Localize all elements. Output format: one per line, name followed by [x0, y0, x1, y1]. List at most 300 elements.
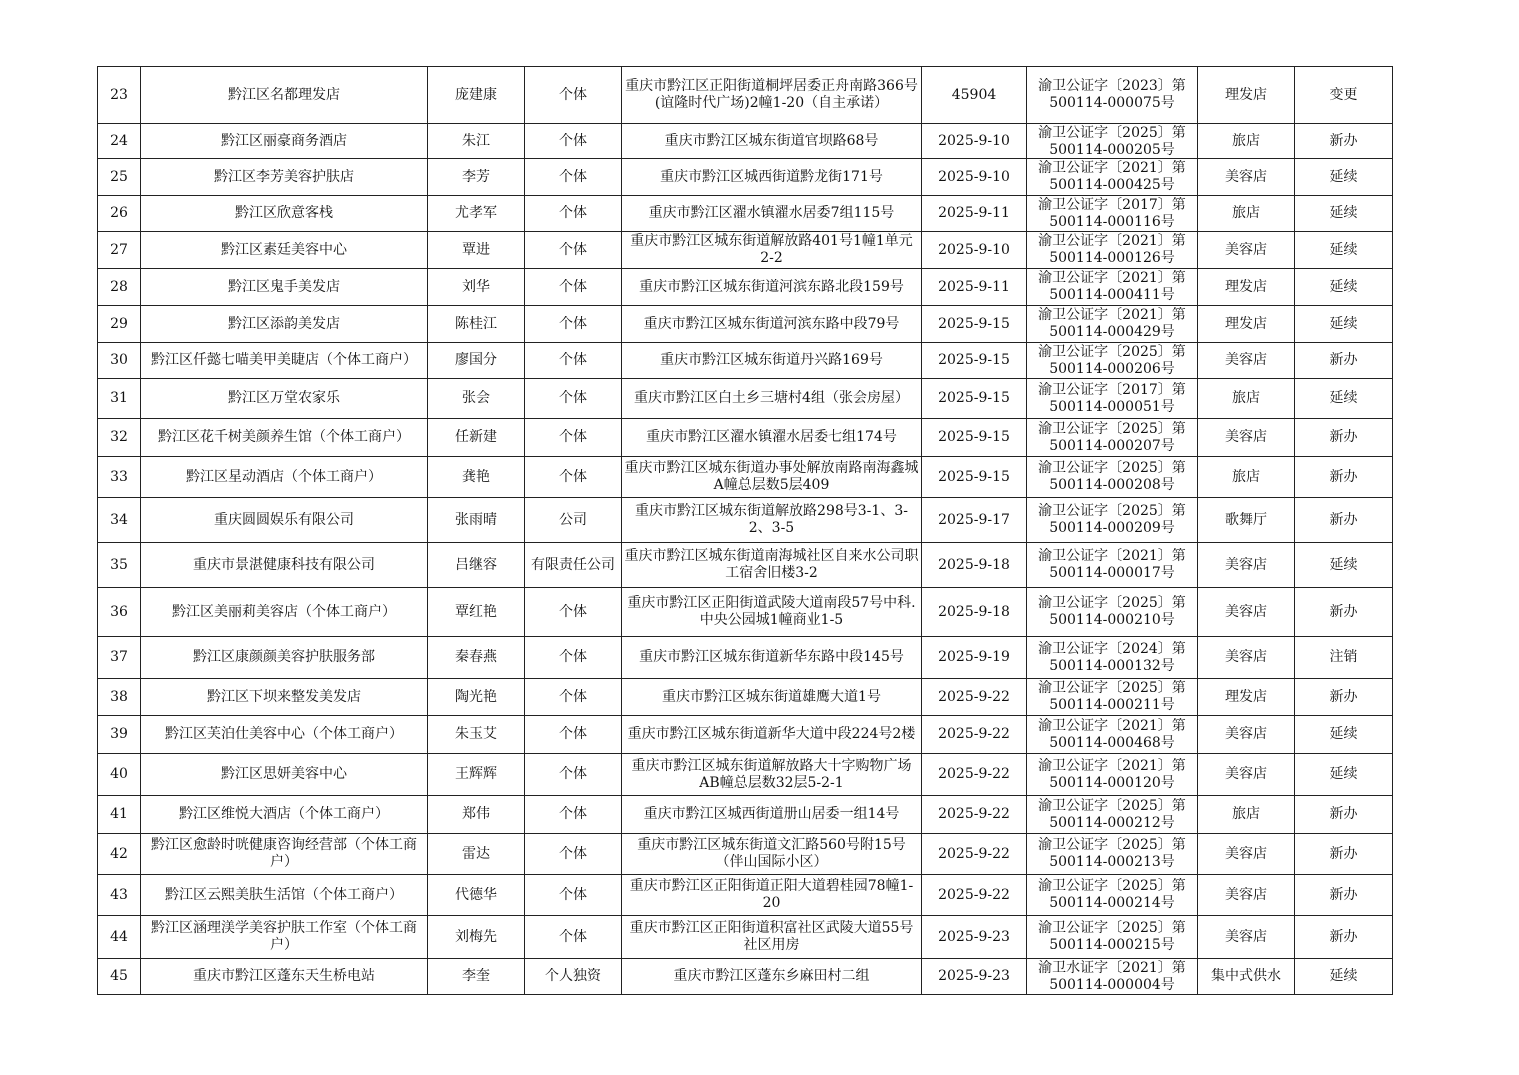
cell-category-text: 理发店	[1225, 278, 1267, 295]
table-row	[98, 916, 1393, 959]
cell-action	[1295, 269, 1393, 306]
cell-type	[525, 716, 622, 754]
cell-no-text: 24	[110, 132, 128, 149]
cell-category	[1198, 916, 1295, 959]
cell-category-text: 旅店	[1232, 806, 1260, 822]
cell-license	[1027, 754, 1198, 796]
cell-action	[1295, 637, 1393, 679]
cell-address-text: 重庆市黔江区正阳街道桐坪居委正舟南路366号(谊隆时代广场)2幢1-20（自主承诺）	[625, 78, 918, 111]
cell-no	[98, 498, 141, 543]
cell-name-text: 黔江区丽豪商务酒店	[221, 132, 347, 149]
cell-action-text: 延续	[1329, 168, 1358, 185]
cell-category	[1198, 588, 1295, 637]
cell-address	[622, 343, 922, 379]
cell-type-text: 个体	[559, 168, 587, 185]
cell-action-text: 变更	[1329, 86, 1358, 103]
cell-type-text: 个体	[559, 603, 587, 620]
cell-action-text: 新办	[1329, 352, 1358, 368]
cell-date	[922, 159, 1027, 196]
cell-type	[525, 419, 622, 457]
cell-license	[1027, 457, 1198, 498]
cell-type	[525, 379, 622, 419]
cell-date	[922, 716, 1027, 754]
cell-license-text: 渝卫公证字〔2024〕第500114-000132号	[1038, 640, 1186, 674]
cell-person	[428, 343, 525, 379]
cell-address	[622, 124, 922, 159]
cell-person	[428, 716, 525, 754]
cell-address-text: 重庆市黔江区城东街道办事处解放南路南海鑫城A幢总层数5层409	[624, 460, 919, 493]
cell-person	[428, 306, 525, 343]
cell-action-text: 新办	[1329, 886, 1358, 903]
cell-type	[525, 67, 622, 124]
cell-action	[1295, 306, 1393, 343]
cell-no	[98, 588, 141, 637]
cell-no	[98, 875, 141, 916]
cell-name	[141, 754, 428, 796]
cell-date-text: 2025-9-23	[938, 928, 1010, 945]
table-row	[98, 796, 1393, 834]
cell-no	[98, 796, 141, 834]
cell-no-text: 36	[110, 603, 128, 620]
cell-type-text: 个体	[559, 315, 587, 332]
cell-no-text: 44	[110, 928, 128, 945]
cell-license-text: 渝卫公证字〔2025〕第500114-000205号	[1038, 124, 1186, 158]
cell-type	[525, 754, 622, 796]
cell-person-text: 庞建康	[455, 86, 497, 103]
cell-action	[1295, 498, 1393, 543]
cell-action	[1295, 543, 1393, 588]
cell-type-text: 个体	[559, 278, 587, 295]
cell-category-text: 美容店	[1225, 726, 1267, 742]
cell-category-text: 美容店	[1225, 766, 1267, 782]
cell-address-text: 重庆市黔江区城东街道解放路298号3-1、3-2、3-5	[635, 503, 908, 536]
cell-action-text: 新办	[1329, 511, 1358, 528]
cell-person	[428, 796, 525, 834]
cell-person	[428, 196, 525, 232]
cell-no	[98, 269, 141, 306]
cell-category	[1198, 543, 1295, 588]
cell-person	[428, 269, 525, 306]
cell-person-text: 刘华	[462, 278, 490, 295]
cell-action-text: 延续	[1329, 278, 1358, 295]
cell-license-text: 渝卫公证字〔2017〕第500114-000116号	[1038, 196, 1186, 230]
cell-no-text: 34	[110, 511, 128, 528]
cell-no-text: 38	[110, 688, 128, 705]
cell-name-text: 重庆圆圆娱乐有限公司	[214, 511, 354, 528]
cell-type-text: 个体	[559, 688, 587, 705]
table-row	[98, 124, 1393, 159]
cell-license-text: 渝卫公证字〔2021〕第500114-000468号	[1038, 717, 1186, 751]
cell-category	[1198, 419, 1295, 457]
cell-type-text: 个体	[559, 241, 587, 258]
cell-action	[1295, 679, 1393, 716]
cell-type-text: 个体	[559, 468, 587, 485]
cell-action-text: 延续	[1329, 241, 1358, 258]
cell-type	[525, 457, 622, 498]
cell-no	[98, 543, 141, 588]
cell-date	[922, 796, 1027, 834]
cell-license-text: 渝卫公证字〔2025〕第500114-000207号	[1038, 420, 1186, 454]
cell-action-text: 延续	[1329, 205, 1358, 221]
cell-no	[98, 67, 141, 124]
cell-type-text: 个体	[559, 845, 587, 862]
cell-category-text: 理发店	[1225, 688, 1267, 705]
cell-no-text: 35	[110, 556, 128, 573]
cell-no-text: 42	[110, 845, 128, 862]
cell-date-text: 2025-9-17	[938, 511, 1010, 528]
cell-action-text: 新办	[1329, 928, 1358, 945]
cell-address-text: 重庆市黔江区城东街道南海城社区自来水公司职工宿舍旧楼3-2	[624, 548, 919, 581]
cell-person-text: 刘梅先	[455, 928, 497, 945]
cell-type-text: 个体	[559, 429, 587, 445]
cell-person	[428, 754, 525, 796]
cell-license	[1027, 588, 1198, 637]
cell-category	[1198, 754, 1295, 796]
cell-license	[1027, 196, 1198, 232]
cell-action-text: 延续	[1329, 315, 1358, 332]
cell-date	[922, 637, 1027, 679]
cell-person	[428, 959, 525, 995]
cell-person-text: 尤孝军	[455, 205, 497, 221]
cell-category-text: 美容店	[1225, 352, 1267, 368]
cell-name-text: 黔江区康颜颜美容护肤服务部	[193, 649, 375, 665]
cell-person-text: 张雨晴	[455, 511, 497, 528]
cell-license-text: 渝卫公证字〔2025〕第500114-000213号	[1038, 837, 1186, 870]
table-row	[98, 196, 1393, 232]
cell-person-text: 代德华	[455, 886, 497, 903]
cell-action	[1295, 716, 1393, 754]
cell-category-text: 美容店	[1225, 886, 1267, 903]
cell-type-text: 有限责任公司	[531, 556, 615, 573]
cell-date	[922, 916, 1027, 959]
cell-date-text: 2025-9-10	[938, 132, 1010, 149]
cell-category	[1198, 124, 1295, 159]
cell-no-text: 27	[110, 241, 128, 258]
cell-action	[1295, 379, 1393, 419]
cell-address	[622, 679, 922, 716]
cell-category	[1198, 67, 1295, 124]
cell-name	[141, 875, 428, 916]
cell-action	[1295, 796, 1393, 834]
cell-person-text: 廖国分	[455, 352, 497, 368]
table-row	[98, 588, 1393, 637]
table-row	[98, 834, 1393, 875]
cell-no-text: 33	[110, 468, 128, 485]
cell-type	[525, 196, 622, 232]
cell-type	[525, 834, 622, 875]
cell-name-text: 黔江区万堂农家乐	[228, 390, 340, 406]
cell-no	[98, 716, 141, 754]
cell-person	[428, 159, 525, 196]
cell-person-text: 李芳	[462, 168, 490, 185]
cell-person-text: 张会	[462, 390, 490, 406]
cell-date	[922, 498, 1027, 543]
cell-license	[1027, 834, 1198, 875]
cell-category-text: 美容店	[1225, 649, 1267, 665]
cell-license-text: 渝卫公证字〔2021〕第500114-000429号	[1038, 307, 1186, 340]
cell-license-text: 渝卫公证字〔2021〕第500114-000120号	[1038, 757, 1186, 791]
cell-no	[98, 457, 141, 498]
cell-license	[1027, 637, 1198, 679]
cell-name	[141, 834, 428, 875]
table-row	[98, 679, 1393, 716]
cell-type-text: 个体	[559, 390, 587, 406]
cell-address	[622, 196, 922, 232]
cell-license	[1027, 159, 1198, 196]
cell-person-text: 任新建	[455, 429, 497, 445]
cell-person	[428, 67, 525, 124]
cell-category	[1198, 498, 1295, 543]
cell-action	[1295, 159, 1393, 196]
cell-address	[622, 875, 922, 916]
cell-name-text: 黔江区鬼手美发店	[228, 278, 340, 295]
cell-person	[428, 498, 525, 543]
cell-address-text: 重庆市黔江区城东街道河滨东路中段79号	[643, 315, 900, 332]
cell-address	[622, 232, 922, 269]
cell-person	[428, 232, 525, 269]
cell-date	[922, 124, 1027, 159]
cell-action-text: 新办	[1329, 603, 1358, 620]
cell-license-text: 渝卫公证字〔2017〕第500114-000051号	[1038, 381, 1186, 415]
cell-license-text: 渝卫公证字〔2025〕第500114-000208号	[1038, 460, 1186, 493]
cell-action	[1295, 875, 1393, 916]
cell-date-text: 2025-9-22	[938, 806, 1010, 822]
cell-license-text: 渝卫公证字〔2023〕第500114-000075号	[1038, 78, 1186, 111]
cell-type-text: 个体	[559, 928, 587, 945]
cell-no-text: 39	[110, 726, 128, 742]
cell-person	[428, 875, 525, 916]
permit-table-container	[97, 66, 1393, 995]
cell-person	[428, 679, 525, 716]
cell-date	[922, 419, 1027, 457]
cell-name	[141, 232, 428, 269]
cell-action-text: 新办	[1329, 132, 1358, 149]
cell-name	[141, 679, 428, 716]
cell-action-text: 延续	[1329, 766, 1358, 782]
cell-license	[1027, 543, 1198, 588]
cell-type	[525, 796, 622, 834]
cell-type	[525, 306, 622, 343]
cell-action-text: 延续	[1329, 968, 1358, 984]
cell-name-text: 黔江区仟懿七喵美甲美睫店（个体工商户）	[151, 352, 417, 368]
cell-address-text: 重庆市黔江区濯水镇濯水居委7组115号	[648, 205, 895, 221]
cell-type-text: 个体	[559, 766, 587, 782]
cell-name-text: 重庆市黔江区蓬东天生桥电站	[193, 968, 375, 984]
cell-action	[1295, 754, 1393, 796]
cell-address	[622, 916, 922, 959]
cell-address	[622, 796, 922, 834]
cell-name-text: 黔江区思妍美容中心	[221, 766, 347, 782]
cell-license-text: 渝卫公证字〔2021〕第500114-000425号	[1038, 160, 1186, 193]
cell-date	[922, 754, 1027, 796]
cell-action-text: 新办	[1329, 845, 1358, 862]
cell-address	[622, 159, 922, 196]
table-row	[98, 498, 1393, 543]
cell-no	[98, 916, 141, 959]
cell-date-text: 2025-9-22	[938, 886, 1010, 903]
cell-no-text: 37	[110, 649, 128, 665]
cell-category-text: 美容店	[1225, 168, 1267, 185]
table-row	[98, 716, 1393, 754]
cell-license	[1027, 124, 1198, 159]
cell-action	[1295, 343, 1393, 379]
cell-date-text: 2025-9-15	[938, 315, 1010, 332]
cell-address	[622, 754, 922, 796]
cell-category	[1198, 343, 1295, 379]
cell-type	[525, 916, 622, 959]
cell-category-text: 旅店	[1232, 390, 1260, 406]
cell-address-text: 重庆市黔江区城东街道雄鹰大道1号	[662, 688, 881, 705]
table-row	[98, 543, 1393, 588]
cell-category-text: 理发店	[1225, 315, 1267, 332]
cell-date	[922, 543, 1027, 588]
cell-date-text: 2025-9-19	[938, 649, 1010, 665]
cell-address-text: 重庆市黔江区城东街道新华大道中段224号2楼	[627, 726, 916, 742]
cell-category-text: 美容店	[1225, 429, 1267, 445]
cell-person	[428, 457, 525, 498]
cell-address-text: 重庆市黔江区城东街道新华东路中段145号	[639, 649, 904, 665]
cell-address-text: 重庆市黔江区濯水镇濯水居委七组174号	[646, 429, 897, 445]
cell-date-text: 2025-9-15	[938, 429, 1010, 445]
cell-category	[1198, 679, 1295, 716]
cell-date-text: 2025-9-18	[938, 556, 1010, 573]
cell-category	[1198, 875, 1295, 916]
cell-category-text: 理发店	[1225, 86, 1267, 103]
cell-action	[1295, 196, 1393, 232]
cell-type	[525, 232, 622, 269]
cell-action-text: 新办	[1329, 688, 1358, 705]
cell-address	[622, 457, 922, 498]
cell-type	[525, 875, 622, 916]
cell-type-text: 个体	[559, 205, 587, 221]
cell-category	[1198, 232, 1295, 269]
cell-no-text: 32	[110, 429, 128, 445]
cell-name-text: 黔江区云熙美肤生活馆（个体工商户）	[165, 886, 403, 903]
cell-person-text: 王辉辉	[455, 766, 497, 782]
cell-name-text: 黔江区维悦大酒店（个体工商户）	[179, 806, 389, 822]
cell-license-text: 渝卫水证字〔2021〕第500114-000004号	[1038, 959, 1186, 993]
cell-address-text: 重庆市黔江区城东街道解放路大十字购物广场AB幢总层数32层5-2-1	[631, 757, 912, 791]
cell-no	[98, 232, 141, 269]
cell-category-text: 美容店	[1225, 928, 1267, 945]
cell-date-text: 45904	[951, 86, 997, 103]
cell-name-text: 黔江区星动酒店（个体工商户）	[186, 468, 382, 485]
cell-name	[141, 796, 428, 834]
cell-name-text: 黔江区花千树美颜养生馆（个体工商户）	[158, 429, 410, 445]
cell-address	[622, 588, 922, 637]
cell-person	[428, 637, 525, 679]
cell-address	[622, 543, 922, 588]
cell-date-text: 2025-9-11	[938, 278, 1010, 295]
table-row	[98, 637, 1393, 679]
cell-name	[141, 716, 428, 754]
cell-name	[141, 379, 428, 419]
cell-date-text: 2025-9-18	[938, 603, 1010, 620]
cell-no-text: 40	[110, 766, 128, 782]
cell-action-text: 延续	[1329, 556, 1358, 573]
cell-address	[622, 498, 922, 543]
cell-address	[622, 637, 922, 679]
cell-person	[428, 379, 525, 419]
cell-action	[1295, 67, 1393, 124]
cell-address-text: 重庆市黔江区正阳街道正阳大道碧桂园78幢1-20	[629, 878, 914, 911]
cell-address-text: 重庆市黔江区城西街道册山居委一组14号	[643, 806, 900, 822]
cell-date-text: 2025-9-10	[938, 168, 1010, 185]
cell-name	[141, 269, 428, 306]
cell-address	[622, 379, 922, 419]
cell-action-text: 延续	[1329, 726, 1358, 742]
cell-person	[428, 543, 525, 588]
cell-address-text: 重庆市黔江区城东街道丹兴路169号	[660, 352, 883, 368]
cell-name	[141, 124, 428, 159]
cell-date-text: 2025-9-15	[938, 468, 1010, 485]
cell-address	[622, 67, 922, 124]
cell-no	[98, 379, 141, 419]
cell-no	[98, 196, 141, 232]
cell-name-text: 黔江区愈龄时咣健康咨询经营部（个体工商户）	[151, 837, 417, 870]
cell-address	[622, 419, 922, 457]
cell-action	[1295, 419, 1393, 457]
cell-action-text: 新办	[1329, 806, 1358, 822]
table-row	[98, 67, 1393, 124]
cell-license-text: 渝卫公证字〔2025〕第500114-000212号	[1038, 797, 1186, 831]
cell-date-text: 2025-9-22	[938, 688, 1010, 705]
cell-action	[1295, 834, 1393, 875]
cell-date-text: 2025-9-22	[938, 726, 1010, 742]
cell-name	[141, 959, 428, 995]
cell-date-text: 2025-9-11	[938, 205, 1010, 221]
cell-no	[98, 306, 141, 343]
cell-name	[141, 67, 428, 124]
cell-type	[525, 679, 622, 716]
cell-date-text: 2025-9-22	[938, 766, 1010, 782]
cell-category-text: 美容店	[1225, 603, 1267, 620]
cell-license	[1027, 419, 1198, 457]
cell-no-text: 31	[110, 390, 128, 406]
table-row	[98, 959, 1393, 995]
cell-no	[98, 834, 141, 875]
cell-license-text: 渝卫公证字〔2021〕第500114-000126号	[1038, 233, 1186, 266]
cell-name-text: 黔江区李芳美容护肤店	[214, 168, 354, 185]
cell-date-text: 2025-9-15	[938, 352, 1010, 368]
cell-name	[141, 637, 428, 679]
cell-person-text: 郑伟	[462, 806, 490, 822]
cell-name	[141, 196, 428, 232]
cell-name	[141, 343, 428, 379]
cell-person	[428, 916, 525, 959]
cell-category-text: 集中式供水	[1211, 968, 1281, 984]
cell-category	[1198, 159, 1295, 196]
cell-person-text: 雷达	[462, 845, 490, 862]
cell-name-text: 黔江区芙泊仕美容中心（个体工商户）	[165, 726, 403, 742]
cell-person-text: 李奎	[462, 968, 490, 984]
cell-date	[922, 834, 1027, 875]
cell-address-text: 重庆市黔江区白土乡三塘村4组（张会房屋）	[634, 390, 909, 406]
cell-license	[1027, 716, 1198, 754]
cell-date	[922, 379, 1027, 419]
cell-type	[525, 159, 622, 196]
cell-license	[1027, 875, 1198, 916]
cell-type-text: 个体	[559, 132, 587, 149]
cell-type	[525, 959, 622, 995]
cell-type	[525, 124, 622, 159]
cell-person	[428, 588, 525, 637]
cell-date	[922, 232, 1027, 269]
cell-date-text: 2025-9-10	[938, 241, 1010, 258]
cell-category-text: 旅店	[1232, 132, 1260, 149]
cell-action	[1295, 959, 1393, 995]
cell-name	[141, 159, 428, 196]
